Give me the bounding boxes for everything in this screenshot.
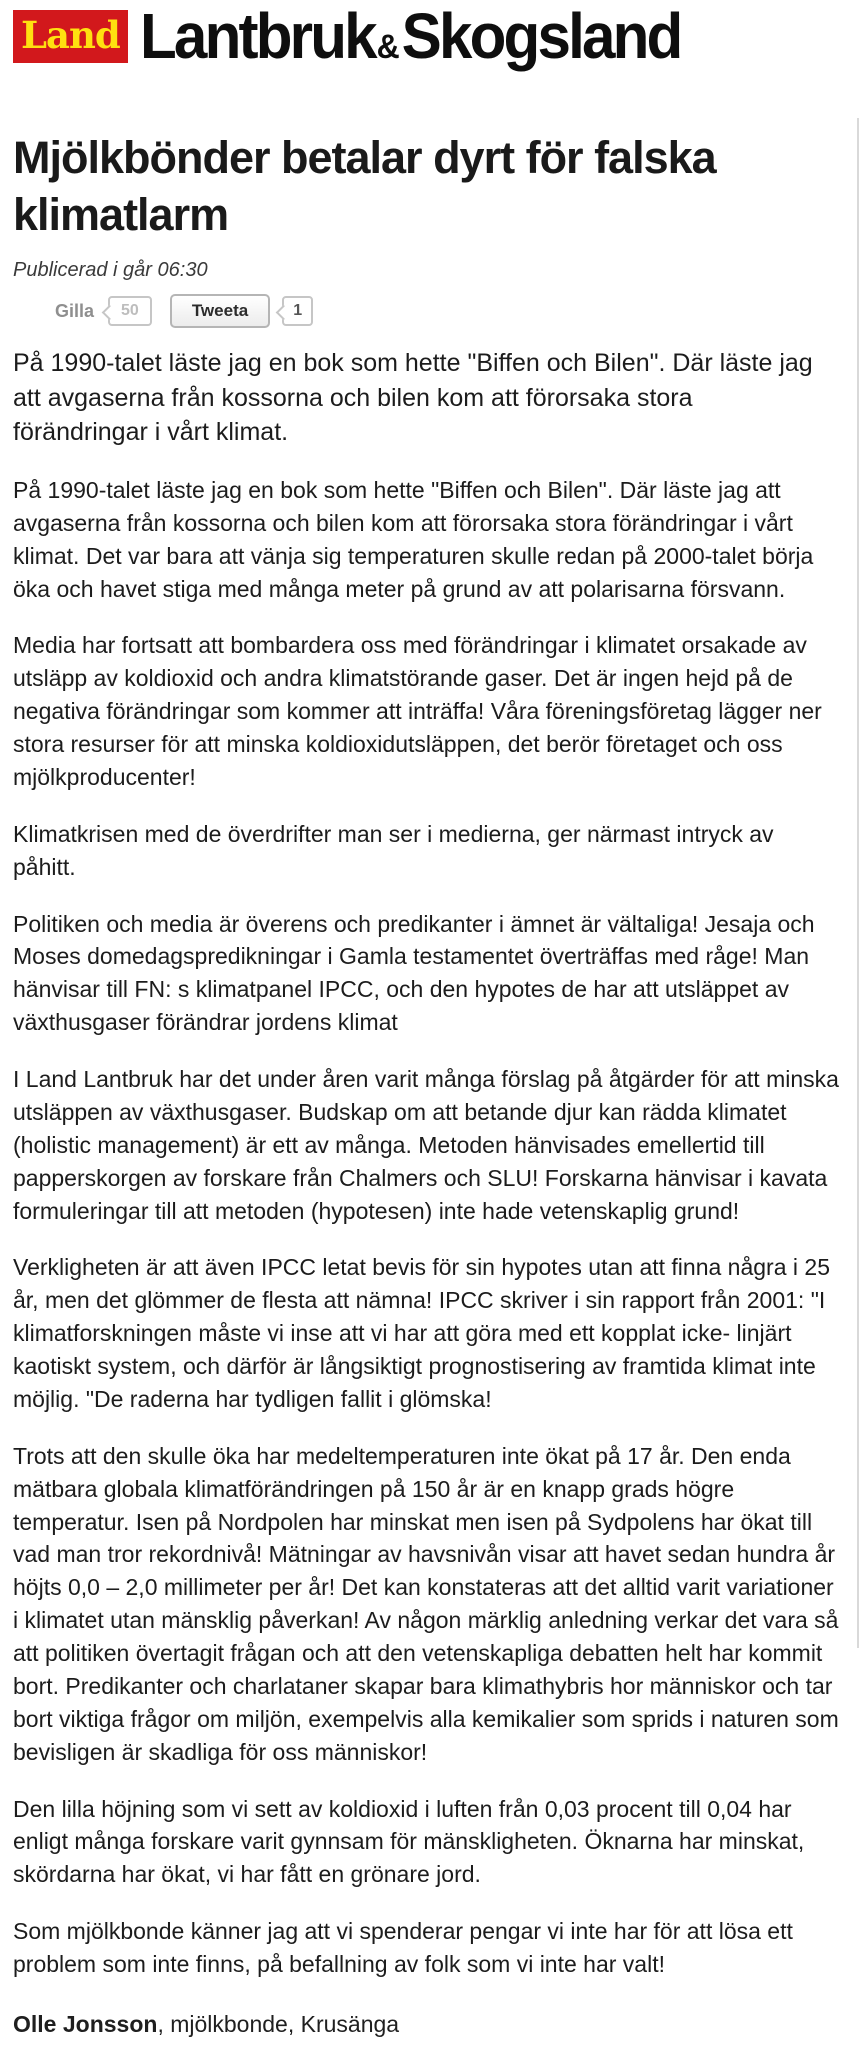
article-paragraph: Verkligheten är att även IPCC letat bevis för sin hypotes utan att finna några i 25 år, men det glömmer de flesta att nämna! IPCC skriver i sin rapport från 2001: "I klimatforskningen måste vi inse att vi har att göra med ett kopplat icke- linjärt kaotiskt system, och därför är långsiktigt prognostisering av framtida klimat inte möjlig. "De raderna har tydligen fallit i glömska! <box>13 1254 830 1412</box>
byline <box>13 2011 844 2038</box>
tweet-count-bubble: 1 <box>282 296 313 326</box>
content-right-border <box>857 118 859 1648</box>
byline-suffix: , mjölkbonde, Krusänga <box>157 2010 400 2037</box>
article-lead: På 1990-talet läste jag en bok som hette "Biffen och Bilen". Där läste jag att avgaserna från kossorna och bilen kom att förorsaka stora förändringar i vårt klimat. <box>13 349 813 447</box>
land-logo[interactable]: Land <box>13 10 128 63</box>
article-paragraph: På 1990-talet läste jag en bok som hette "Biffen och Bilen". Där läste jag att avgaserna från kossorna och bilen kom att förorsaka stora förändringar i vårt klimat. Det var bara att vänja sig temperaturen skulle redan på 2000-talet börja öka och havet stiga med många meter på grund av att polarisarna försvann. <box>13 476 814 602</box>
article-paragraph: Klimatkrisen med de överdrifter man ser i medierna, ger närmast intryck av påhitt. <box>13 820 774 880</box>
article-paragraph: I Land Lantbruk har det under åren varit många förslag på åtgärder för att minska utsläppen av växthusgaser. Budskap om att betande djur kan rädda klimatet (holistic management) är ett av många. Metoden hänvisades emellertid till papperskorgen av forskare från Chalmers och SLU! Forskarna hänvisar i kavata formuleringar till att metoden (hypotesen) inte hade vetenskaplig grund! <box>13 1066 839 1224</box>
article-paragraph: Den lilla höjning som vi sett av koldioxid i luften från 0,03 procent till 0,04 har enligt många forskare varit gynnsam för mänskligheten. Öknarna har minskat, skördarna har ökat, vi har fått en grönare jord. <box>13 1795 805 1888</box>
article-paragraph: Politiken och media är överens och predikanter i ämnet är vältaliga! Jesaja och Moses domedagspredikningar i Gamla testamentet överträffas med råge! Man hänvisar till FN: s klimatpanel IPCC, och den hypotes de har att utsläppet av växthusgaser förändrar jordens klimat <box>13 910 815 1036</box>
masthead-title-part1: Lantbruk <box>139 0 375 72</box>
social-share-bar <box>55 294 844 328</box>
masthead <box>0 0 868 96</box>
like-count-bubble: 50 <box>108 296 152 326</box>
masthead-title[interactable] <box>139 0 681 72</box>
masthead-ampersand: & <box>376 28 400 66</box>
article-body <box>0 130 868 2038</box>
article-paragraph: Som mjölkbonde känner jag att vi spenderar pengar vi inte har för att lösa ett problem som inte finns, på befallning av folk som vi inte har valt! <box>13 1918 793 1977</box>
article-headline: Mjölkbönder betalar dyrt för falska klimatlarm <box>13 132 716 240</box>
masthead-title-part2: Skogsland <box>401 0 681 72</box>
publish-timestamp: Publicerad i går 06:30 <box>13 259 208 282</box>
facebook-like-button[interactable]: Gilla <box>55 300 95 321</box>
article-paragraph: Trots att den skulle öka har medeltemperaturen inte ökat på 17 år. Den enda mätbara globala klimatförändringen på 150 år är en knapp grads högre temperatur. Isen på Nordpolen har minskat men isen på Sydpolens har ökat till vad man tror rekordnivå! Mätningar av havsnivån visar att havet sedan hundra år höjts 0,0 – 2,0 millimeter per år! Det kan konstateras att det alltid varit variationer i klimatet utan mänsklig påverkan! Av någon märklig anledning verkar det vara så att politiken övertagit frågan och att den vetenskapliga debatten helt har kommit bort. Predikanter och charlataner skapar bara klimathybris hor människor och tar bort viktiga frågor om miljön, exempelvis alla kemikalier som sprids i naturen som bevisligen är skadliga för oss människor! <box>13 1442 839 1765</box>
tweet-button[interactable]: Tweeta <box>170 294 270 328</box>
article-paragraph: Media har fortsatt att bombardera oss med förändringar i klimatet orsakade av utsläpp av koldioxid och andra klimatstörande gaser. Det är ingen hejd på de negativa förändringar som kommer att inträffa! Våra föreningsföretag lägger ner stora resurser för att minska koldioxidutsläppen, det berör företaget och oss mjölkproducenter! <box>13 632 822 790</box>
byline-author-name: Olle Jonsson <box>13 2010 158 2037</box>
